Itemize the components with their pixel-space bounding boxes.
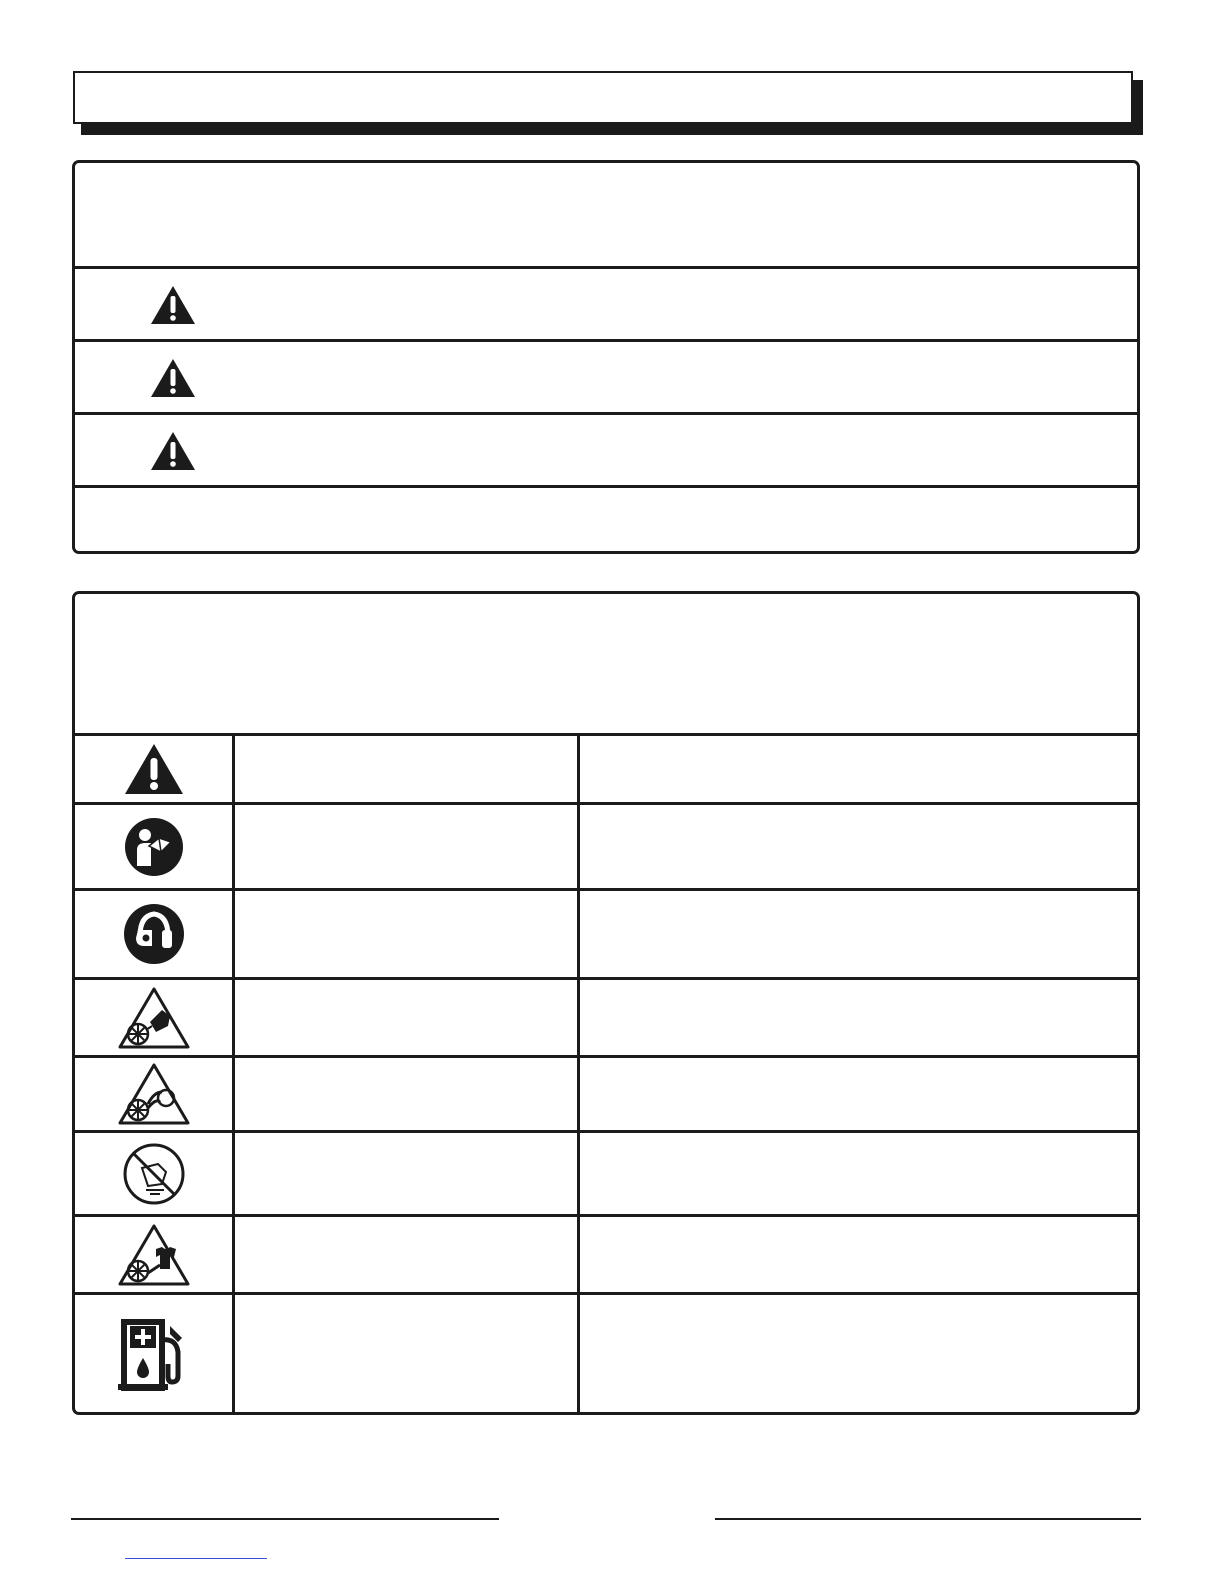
symbol-name-cell [235,736,580,802]
warning-triangle-icon [149,430,197,472]
symbol-cell [75,1295,235,1413]
symbol-meaning-cell [580,980,1137,1055]
symbol-meaning-cell [580,891,1137,977]
symbol-name-cell [235,1133,580,1214]
symbol-name-cell [235,891,580,977]
symbol-name-cell [235,1295,580,1413]
signal-word-row [75,342,1137,415]
hair-entanglement-icon [118,1062,190,1126]
symbol-row [75,805,1137,891]
signal-words-header [75,163,1137,269]
no-hot-surface-icon [122,1142,186,1206]
symbol-meaning-cell [580,736,1137,802]
symbols-panel [72,591,1140,1415]
symbol-cell [75,1058,235,1130]
symbol-row [75,891,1137,980]
symbol-name-cell [235,1058,580,1130]
symbol-meaning-cell [580,805,1137,888]
page-title-banner [73,71,1133,124]
footer-rule-left [71,1518,499,1520]
symbol-meaning-cell [580,1133,1137,1214]
symbol-cell [75,1133,235,1214]
hearing-protection-icon [122,902,186,966]
footer-link-underline [125,1558,267,1559]
symbol-cell [75,980,235,1055]
signal-word-row [75,269,1137,342]
signal-words-footer [75,488,1137,553]
symbol-cell [75,1217,235,1292]
symbol-row [75,1133,1137,1217]
symbol-row [75,736,1137,805]
symbol-row [75,1217,1137,1295]
symbol-cell [75,891,235,977]
symbol-row [75,1058,1137,1133]
footer-rule-right [715,1518,1141,1520]
symbol-row [75,1295,1137,1413]
warning-triangle-icon [149,284,197,326]
symbol-cell [75,736,235,802]
safety-alert-icon [123,742,185,796]
fuel-pump-icon [118,1316,190,1392]
symbols-header [75,594,1137,736]
signal-words-panel [72,160,1140,554]
symbol-meaning-cell [580,1058,1137,1130]
clothing-entanglement-icon [118,1223,190,1287]
warning-triangle-icon [149,357,197,399]
symbol-meaning-cell [580,1295,1137,1413]
symbol-cell [75,805,235,888]
symbol-meaning-cell [580,1217,1137,1292]
signal-word-row [75,415,1137,488]
symbol-name-cell [235,805,580,888]
symbol-row [75,980,1137,1058]
read-manual-icon [123,816,185,878]
hand-fan-hazard-icon [118,986,190,1050]
symbol-name-cell [235,980,580,1055]
symbol-name-cell [235,1217,580,1292]
